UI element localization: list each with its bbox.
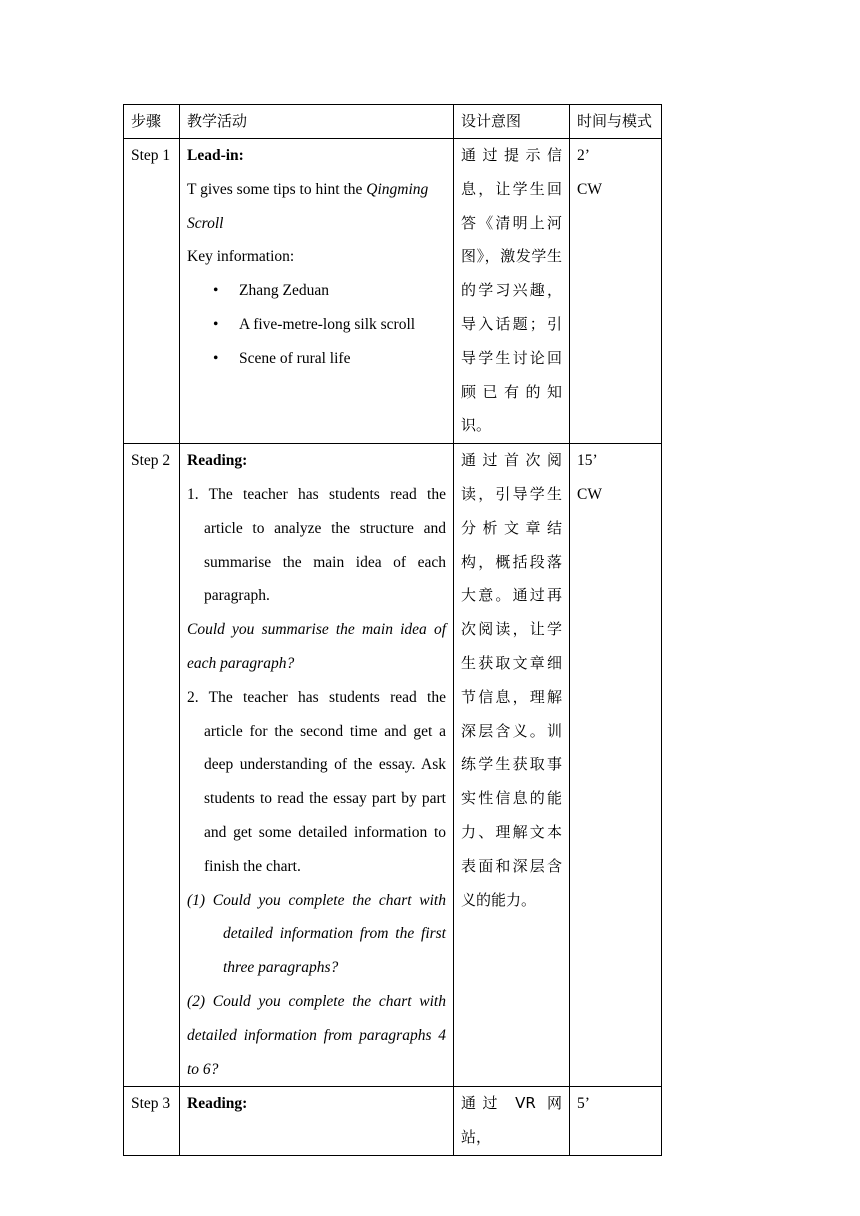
table-row [124, 1087, 662, 1156]
header-time-mode: 时间与模式 [570, 105, 662, 139]
activity-cell [180, 1087, 454, 1156]
activity-text-plain: T gives some tips to hint the [187, 180, 367, 198]
key-information-label: Key information: [187, 248, 295, 266]
time-value: 2’ [577, 147, 590, 164]
time-mode-cell [570, 139, 662, 444]
time-mode-cell [570, 1087, 662, 1156]
time-value: 5’ [577, 1095, 590, 1113]
time-value: 15’ [577, 452, 598, 470]
list-item: • Zhang Zeduan [187, 274, 446, 308]
activity-title: Lead-in: [187, 147, 244, 164]
time-mode-cell [570, 444, 662, 1087]
list-item: • A five-metre-long silk scroll [187, 308, 446, 342]
header-step: 步骤 [124, 105, 180, 139]
table-header-row [124, 105, 662, 139]
step-cell: Step 2 [124, 444, 180, 1087]
activity-item-2: 2. The teacher has students read the article for the second time and get a deep understanding of the essay. Ask students to read the essay part by part and get some detailed information to finish the chart. [187, 688, 446, 875]
activity-title: Reading: [187, 1095, 248, 1113]
key-information-list [187, 274, 446, 375]
header-intent: 设计意图 [454, 105, 570, 139]
activity-cell [180, 139, 454, 444]
activity-question: (1) Could you complete the chart with detailed information from the first three paragraphs? [187, 891, 446, 977]
activity-text-italic: Qingming Scroll [187, 180, 429, 232]
activity-item-1: 1. The teacher has students read the article to analyze the structure and summarise the main idea of each paragraph. [187, 485, 446, 605]
table-row [124, 139, 662, 444]
intent-cell: 通过首次阅读，引导学生分析文章结构，概括段落大意。通过再次阅读，让学生获取文章细节信息，理解深层含义。训练学生获取事实性信息的能力、理解文本表面和深层含义的能力。 [454, 444, 570, 1087]
header-activity: 教学活动 [180, 105, 454, 139]
activity-text [187, 173, 446, 241]
intent-cell: 通过提示信息，让学生回答《清明上河图》，激发学生的学习兴趣，导入话题；引导学生讨论回顾已有的知识。 [454, 139, 570, 444]
table-row [124, 444, 662, 1087]
activity-question: (2) Could you complete the chart with detailed information from paragraphs 4 to 6? [187, 992, 446, 1078]
activity-question: Could you summarise the main idea of each paragraph? [187, 621, 446, 672]
activity-cell [180, 444, 454, 1087]
step-cell: Step 1 [124, 139, 180, 444]
lesson-plan-table [123, 104, 662, 1156]
mode-value: CW [577, 485, 602, 503]
mode-value: CW [577, 180, 602, 198]
step-cell: Step 3 [124, 1087, 180, 1156]
intent-cell: 通过 VR 网站， [454, 1087, 570, 1156]
list-item: • Scene of rural life [187, 342, 446, 376]
activity-title: Reading: [187, 452, 248, 470]
